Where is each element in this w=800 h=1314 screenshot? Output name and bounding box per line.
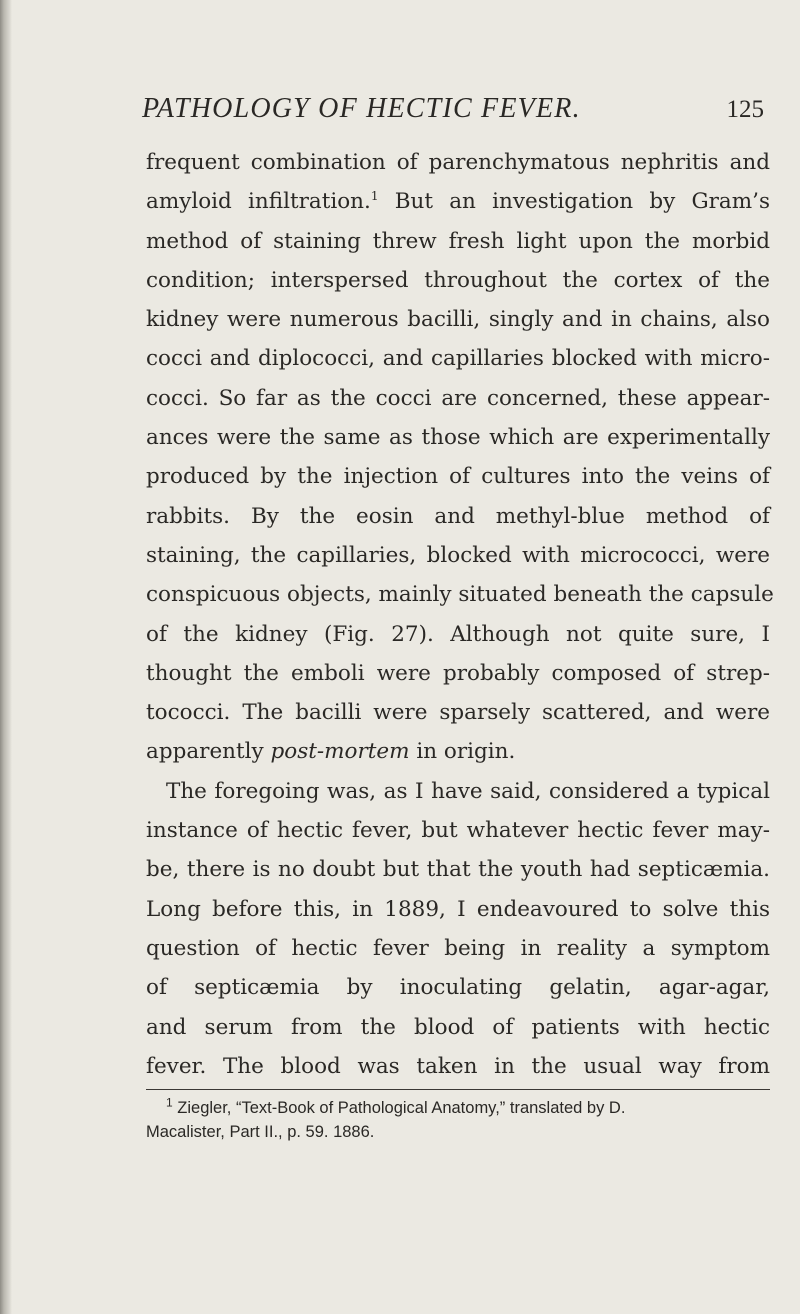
text-line: of septicæmia by inoculating gelatin, agar-agar, [146,975,770,1001]
footnote-divider [146,1089,770,1090]
footnotes [146,1096,770,1144]
text-segment: But an investigation by Gram’s [378,189,771,215]
text-line: method of staining threw fresh light upon the morbid [146,228,770,254]
text-segment: amyloid infiltration. [146,189,371,215]
page-edge-shadow [0,0,12,1314]
text-line [146,182,770,221]
running-title: PATHOLOGY OF HECTIC FEVER. [142,93,581,124]
text-line: ances were the same as those which are experimentally [146,425,770,451]
text-line: conspicuous objects, mainly situated beneath the capsule [146,582,774,608]
text-line: instance of hectic fever, but whatever hectic fever may- [146,818,770,844]
text-line: The foregoing was, as I have said, considered a typical [166,778,770,804]
text-line: be, there is no doubt but that the youth had septicæmia. [146,857,770,883]
text-line: of the kidney (Fig. 27). Although not quite sure, I [146,621,770,647]
text-line: kidney were numerous bacilli, singly and in chains, also [146,307,770,333]
footnote-text: Ziegler, “Text-Book of Pathological Anatomy,” translated by D. [172,1099,626,1118]
text-line: cocci. So far as the cocci are concerned, these appear- [146,385,770,411]
footnote-marker: 1 [166,1095,173,1110]
text-line: tococci. The bacilli were sparsely scattered, and were [146,700,770,726]
text-line: fever. The blood was taken in the usual way from [146,1053,770,1079]
text-line: produced by the injection of cultures into the veins of [146,464,770,490]
text-line: frequent combination of parenchymatous nephritis and [146,150,770,175]
footnote-reference: 1 [370,189,379,204]
page-number: 125 [726,96,764,123]
text-line: thought the emboli were probably composed of strep- [146,660,770,686]
footnote-line [146,1096,770,1120]
text-line: staining, the capillaries, blocked with micrococci, were [146,542,770,568]
text-line: condition; interspersed throughout the cortex of the [146,267,770,293]
italic-term: post-mortem [270,739,410,765]
text-line: question of hectic fever being in reality a symptom [146,935,770,961]
page-header [142,93,770,135]
book-page [142,93,774,1144]
text-segment: apparently [146,739,271,765]
text-line: and serum from the blood of patients with hectic [146,1014,770,1040]
body-text [146,143,774,1086]
text-line: Long before this, in 1889, I endeavoured to solve this [146,896,770,922]
text-line [146,732,770,771]
text-line: cocci and diplococci, and capillaries blocked with micro- [146,346,770,372]
text-line: rabbits. By the eosin and methyl-blue method of [146,503,770,529]
text-segment: in origin. [409,739,516,765]
footnote-line: Macalister, Part II., p. 59. 1886. [146,1123,375,1142]
